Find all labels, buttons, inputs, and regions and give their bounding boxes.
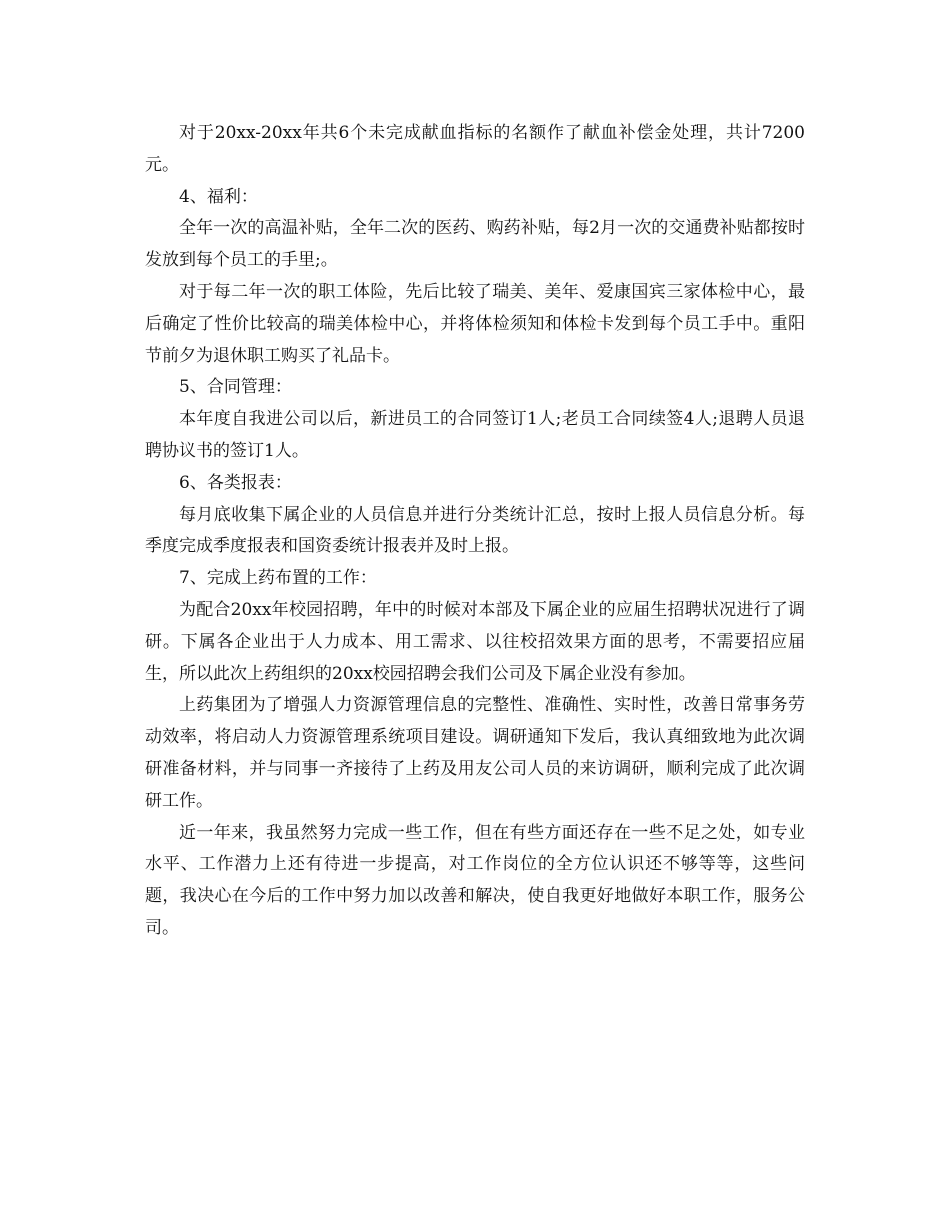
heading-contract-management: 5、合同管理： xyxy=(179,377,292,398)
paragraph-self-assessment: 近一年来，我虽然努力完成一些工作，但在有些方面还存在一些不足之处，如专业水平、工作潜力上还有待进一步提高，对工作岗位的全方位认识还不够等等，这些问题，我决心在今后的工作中努力加以改善和解决，使自我更好地做好本职工作，服务公司。 xyxy=(145,822,805,938)
paragraph-reports: 每月底收集下属企业的人员信息并进行分类统计汇总，按时上报人员信息分析。每季度完成季度报表和国资委统计报表并及时上报。 xyxy=(145,504,805,557)
paragraph-health-checkup: 对于每二年一次的职工体险，先后比较了瑞美、美年、爱康国宾三家体检中心，最后确定了性价比较高的瑞美体检中心，并将体检须知和体检卡发到每个员工手中。重阳节前夕为退休职工购买了礼品卡。 xyxy=(145,281,805,366)
heading-assigned-work: 7、完成上药布置的工作： xyxy=(179,568,377,589)
paragraph-hr-system: 上药集团为了增强人力资源管理信息的完整性、准确性、实时性，改善日常事务劳动效率，将启动人力资源管理系统项目建设。调研通知下发后，我认真细致地为此次调研准备材料，并与同事一齐接待了上药及用友公司人员的来访调研，顺利完成了此次调研工作。 xyxy=(145,695,805,811)
paragraph-campus-recruitment: 为配合20xx年校园招聘，年中的时候对本部及下属企业的应届生招聘状况进行了调研。下属各企业出于人力成本、用工需求、以往校招效果方面的思考，不需要招应届生，所以此次上药组织的20xx校园招聘会我们公司及下属企业没有参加。 xyxy=(145,599,805,684)
paragraph-subsidies: 全年一次的高温补贴，全年二次的医药、购药补贴，每2月一次的交通费补贴都按时发放到每个员工的手里;。 xyxy=(145,218,805,271)
heading-welfare: 4、福利： xyxy=(179,186,258,207)
paragraph-contracts: 本年度自我进公司以后，新进员工的合同签订1人;老员工合同续签4人;退聘人员退聘协议书的签订1人。 xyxy=(145,409,805,461)
paragraph-blood-donation: 对于20xx-20xx年共6个未完成献血指标的名额作了献血补偿金处理，共计7200元。 xyxy=(145,123,805,175)
document-body xyxy=(145,118,805,945)
heading-reports: 6、各类报表： xyxy=(179,472,292,493)
